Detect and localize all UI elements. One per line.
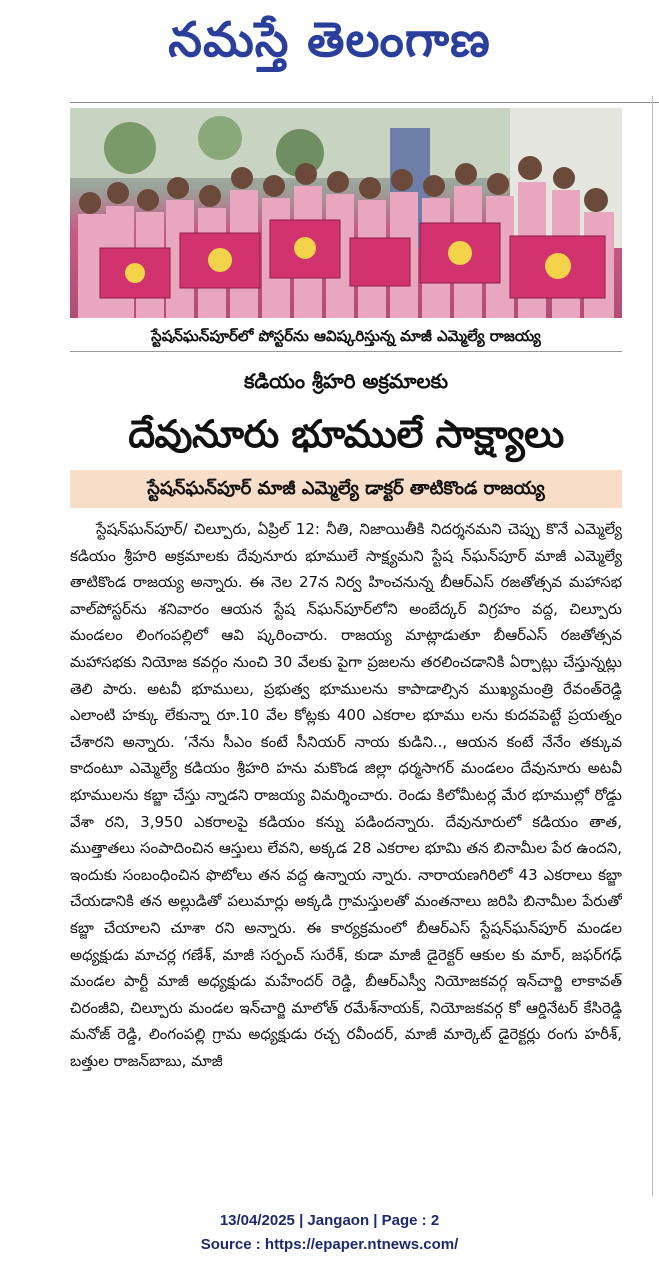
news-photo — [70, 108, 622, 318]
masthead — [0, 0, 659, 96]
newspaper-name: నమస్తే తెలంగాణ — [168, 12, 491, 68]
article-subhead: స్టేషన్‌ఘన్‌పూర్ మాజీ ఎమ్మెల్యే డాక్టర్ తాటికొండ రాజయ్య — [70, 470, 622, 508]
photo-caption: స్టేషన్‌ఘన్‌పూర్‌లో పోస్టర్‌ను ఆవిష్కరిస్తున్న మాజీ ఎమ్మెల్యే రాజయ్య — [70, 321, 622, 352]
masthead-divider — [70, 102, 659, 103]
article-kicker: కడియం శ్రీహరి అక్రమాలకు — [243, 369, 449, 393]
article-body: స్టేషన్‌ఘన్‌పూర్/ చిల్పూరు, ఏప్రిల్ 12: నీతి, నిజాయితీకి నిదర్శనమని చెప్పు కొనే ఎమ్మెల్యే కడియం శ్రీహరి అక్రమాలకు దేవునూరు భూములే సాక్ష్యమని స్టేష న్‌ఘన్‌పూర్ మాజీ ఎమ్మెల్యే తాటికొండ రాజయ్య అన్నారు. ఈ నెల 27న నిర్వ హించనున్న బీఆర్‌ఎస్ రజతోత్సవ మహాసభ వాల్‌పోస్టర్‌ను శనివారం ఆయన స్టేష న్‌ఘన్‌పూర్‌లోని అంబేద్కర్ విగ్రహం వద్ద, చిల్పూరు మండలం లింగంపల్లిలో ఆవి ష్కరించారు. రాజయ్య మాట్లాడుతూ బీఆర్‌ఎస్ రజతోత్సవ మహాసభకు నియోజ కవర్గం నుంచి 30 వేలకు పైగా ప్రజలను తరలించడానికి ఏర్పాట్లు చేస్తున్నట్లు తెలి పారు. అటవీ భూములు, ప్రభుత్వ భూములను కాపాడాల్సిన ముఖ్యమంత్రి రేవంత్‌రెడ్డి ఎలాంటి హక్కు లేకున్నా రూ.10 వేల కోట్లకు 400 ఎకరాల భూము లను కుదవపెట్టే ప్రయత్నం చేశారని అన్నారు. ‘నేను సీఎం కంటే సీనియర్ నాయ కుడిని.., ఆయన కంటే నేనేం తక్కువ కాదంటూ ఎమ్మెల్యే కడియం శ్రీహరి హను మకొండ జిల్లా ధర్మసాగర్ మండలం దేవునూరు అటవీ భూములను కబ్జా చేస్తు న్నాడని రాజయ్య విమర్శించారు. రెండు కిలోమీటర్ల మేర భూముల్లో రోడ్డు వేశా రని, 3,950 ఎకరాలపై కడియం కన్ను పడిందన్నారు. దేవునూరులో కడియం తాత, ముత్తాతలు సంపాదించిన ఆస్తులు లేవని, అక్కడ 28 ఎకరాల భూమి తన బినామీల పేర ఉందని, ఇందుకు సంబంధించిన ఫొటోలు తన వద్ద ఉన్నాయ న్నారు. నారాయణగిరిలో 43 ఎకరాలు కబ్జా చేయడానికి తన అల్లుడితో పలుమార్లు అక్కడి గ్రామస్తులతో మంతనాలు జరిపి బినామీల పేరుతో కబ్జా చేయాలని చూశా రని అన్నారు. ఈ కార్యక్రమంలో బీఆర్‌ఎస్ స్టేషన్‌ఘన్‌పూర్ మండల అధ్యక్షుడు మాచర్ల గణేశ్, మాజీ సర్పంచ్ సురేశ్, కుడా మాజీ డైరెక్టర్ ఆకుల కు మార్, జఫర్‌గఢ్ మండల పార్టీ మాజీ అధ్యక్షుడు మహేందర్ రెడ్డి, బీఆర్‌ఎస్వీ నియోజకవర్గ ఇన్‌చార్జి లాకావత్ చిరంజీవి, చిల్పూరు మండల ఇన్‌చార్జి మాలోత్ రమేశ్‌నాయక్, నియోజకవర్గ కో ఆర్డినేటర్ కేసిరెడ్డి మనోజ్ రెడ్డి, లింగంపల్లి గ్రామ అధ్యక్షుడు రచ్చ రవీందర్, మాజీ మార్కెట్ డైరెక్టర్లు రంగు హరీశ్, బత్తుల రాజన్‌బాబు, మాజీ — [70, 520, 622, 1070]
crowd-photo-illustration — [70, 108, 622, 318]
footer-dateline: 13/04/2025 | Jangaon | Page : 2 — [219, 1212, 440, 1229]
article-headline: దేవునూరు భూములే సాక్ష్యాలు — [128, 412, 564, 456]
column-border — [652, 96, 653, 1196]
footer-source-link[interactable]: Source : https://epaper.ntnews.com/ — [200, 1236, 459, 1253]
